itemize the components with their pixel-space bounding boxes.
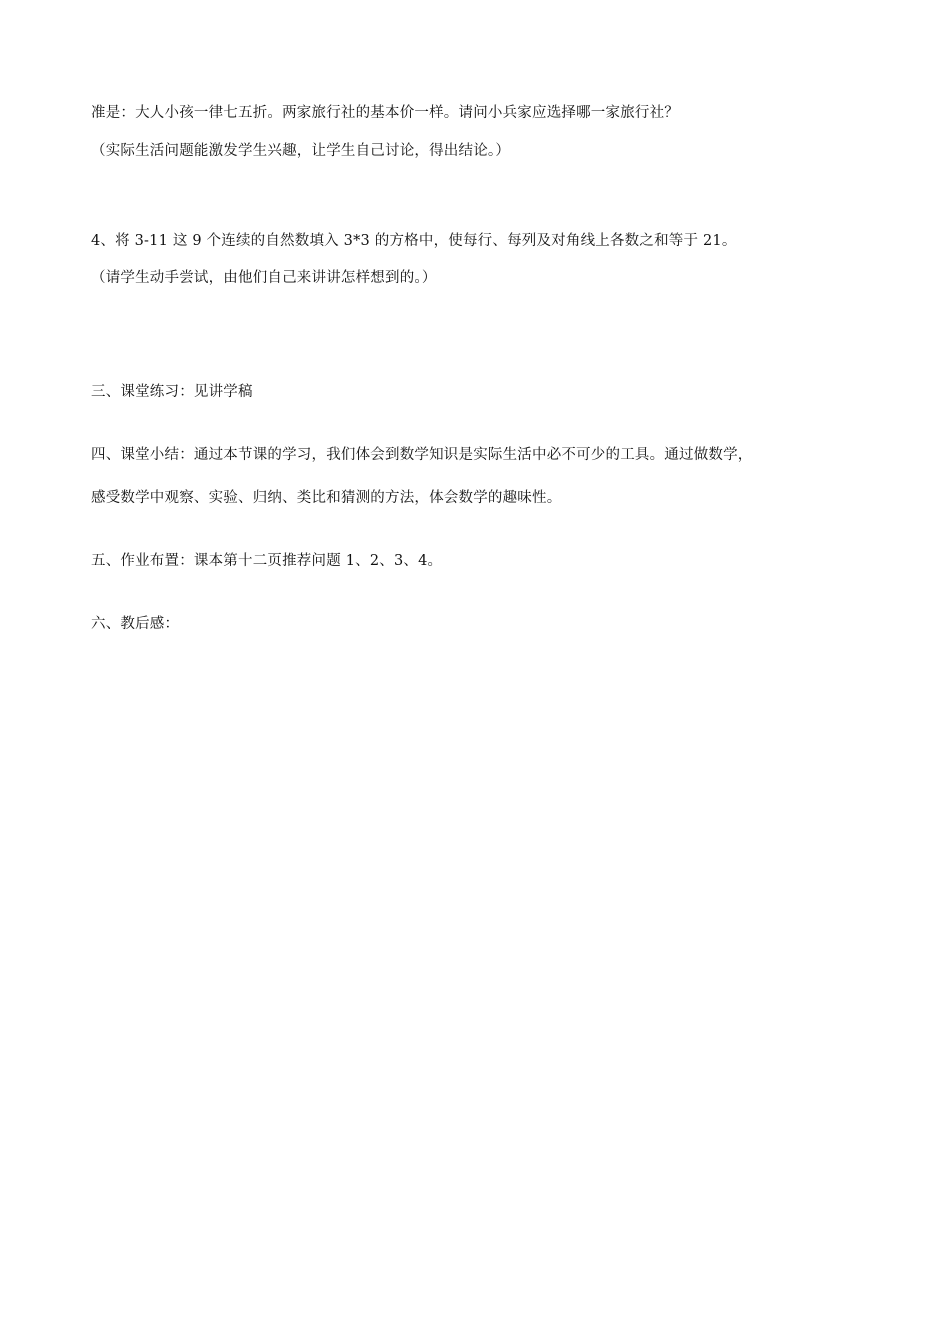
teaching-note-discussion: （实际生活问题能激发学生兴趣，让学生自己讨论，得出结论。） bbox=[91, 143, 511, 159]
section-class-summary-continued: 感受数学中观察、实验、归纳、类比和猜测的方法，体会数学的趣味性。 bbox=[91, 490, 562, 506]
teaching-note-try: （请学生动手尝试，由他们自己来讲讲怎样想到的。） bbox=[91, 270, 437, 286]
section-class-summary: 四、课堂小结：通过本节课的学习，我们体会到数学知识是实际生活中必不可少的工具。通过做数学， bbox=[91, 447, 753, 463]
problem-4-magic-square: 4、将 3-11 这 9 个连续的自然数填入 3*3 的方格中，使每行、每列及对角线上各数之和等于 21。 bbox=[91, 233, 737, 249]
section-reflection: 六、教后感： bbox=[91, 616, 180, 632]
problem-3-continuation: 准是：大人小孩一律七五折。两家旅行社的基本价一样。请问小兵家应选择哪一家旅行社？ bbox=[91, 105, 679, 121]
section-homework: 五、作业布置：课本第十二页推荐问题 1、2、3、4。 bbox=[91, 553, 443, 569]
section-classroom-practice: 三、课堂练习：见讲学稿 bbox=[91, 384, 253, 400]
